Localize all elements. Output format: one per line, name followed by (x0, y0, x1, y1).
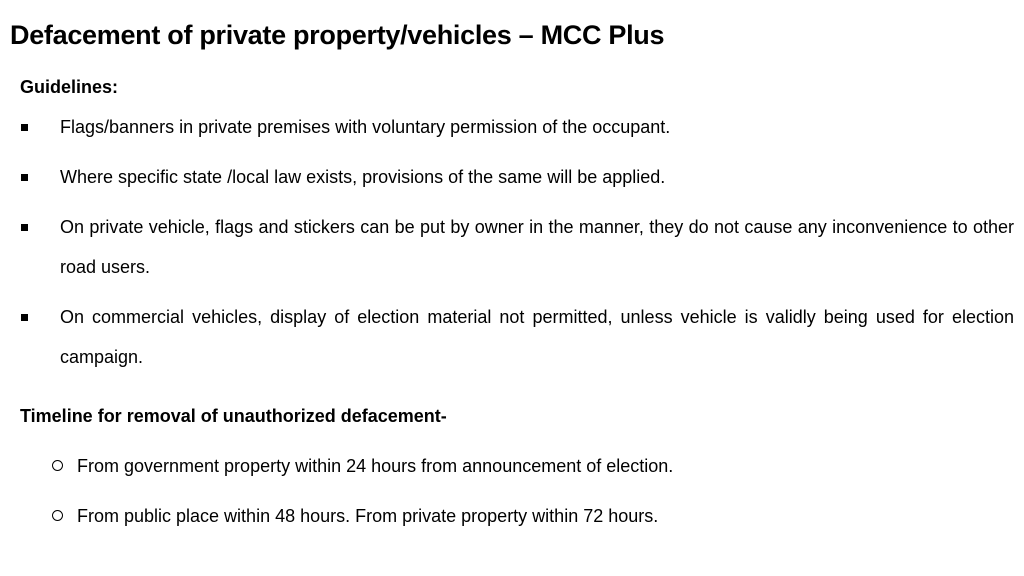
guideline-text: On private vehicle, flags and stickers can be put by owner in the manner, they do not cause any inconvenience to other road users. (60, 217, 1014, 277)
circle-bullet-icon (52, 510, 63, 521)
guideline-item (20, 216, 1014, 296)
guideline-text: Where specific state /local law exists, provisions of the same will be applied. (60, 167, 666, 187)
guideline-text: On commercial vehicles, display of election material not permitted, unless vehicle is validly being used for election campaign. (60, 307, 1014, 367)
square-bullet-icon (21, 224, 28, 231)
square-bullet-icon (21, 124, 28, 131)
guideline-item (20, 306, 1014, 386)
slide-title: Defacement of private property/vehicles – MCC Plus (10, 20, 665, 50)
timeline-heading: Timeline for removal of unauthorized defacement- (20, 406, 447, 426)
square-bullet-icon (21, 174, 28, 181)
circle-bullet-icon (52, 460, 63, 471)
timeline-text: From government property within 24 hours from announcement of election. (77, 456, 674, 476)
guideline-item (20, 166, 1014, 206)
guideline-item (20, 116, 1014, 156)
timeline-item (52, 456, 673, 477)
timeline-item (52, 506, 658, 527)
square-bullet-icon (21, 314, 28, 321)
timeline-text: From public place within 48 hours. From private property within 72 hours. (77, 506, 659, 526)
guideline-text: Flags/banners in private premises with voluntary permission of the occupant. (60, 117, 671, 137)
guidelines-heading: Guidelines: (20, 77, 119, 97)
